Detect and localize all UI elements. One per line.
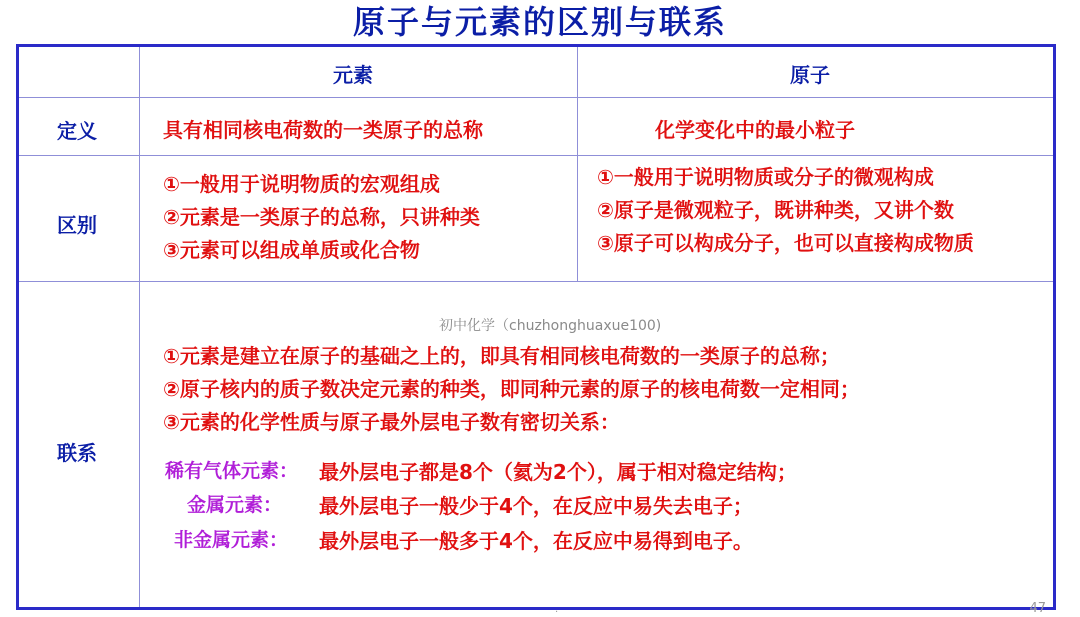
definition-element: 具有相同核电荷数的一类原子的总称 <box>163 118 483 142</box>
relation-points <box>163 340 860 439</box>
list-item: ③元素可以组成单质或化合物 <box>163 238 420 262</box>
row-label-definition: 定义 <box>57 119 97 143</box>
grid-line <box>577 47 578 281</box>
list-item: ②元素是一类原子的总称，只讲种类 <box>163 205 480 229</box>
category-noble-gas-desc: 最外层电子都是8个（氦为2个），属于相对稳定结构； <box>319 460 797 484</box>
comparison-table <box>16 44 1056 610</box>
header-element: 元素 <box>333 63 373 87</box>
list-item: ③元素的化学性质与原子最外层电子数有密切关系： <box>163 410 620 434</box>
definition-atom: 化学变化中的最小粒子 <box>655 118 855 142</box>
category-nonmetal: 非金属元素： <box>174 529 289 551</box>
grid-line <box>19 155 1053 156</box>
category-metal-desc: 最外层电子一般少于4个，在反应中易失去电子； <box>319 494 753 518</box>
list-item: ①一般用于说明物质或分子的微观构成 <box>597 165 934 189</box>
category-metal: 金属元素： <box>187 494 283 516</box>
category-nonmetal-desc: 最外层电子一般多于4个，在反应中易得到电子。 <box>319 529 753 553</box>
list-item: ①元素是建立在原子的基础之上的，即具有相同核电荷数的一类原子的总称； <box>163 344 840 368</box>
page-title: 原子与元素的区别与联系 <box>352 3 727 41</box>
difference-atom-list <box>597 161 974 260</box>
category-noble-gas: 稀有气体元素： <box>165 460 299 482</box>
grid-line <box>19 281 1053 282</box>
grid-line <box>19 97 1053 98</box>
footer-dot: . <box>555 604 559 615</box>
difference-element-list <box>163 168 480 267</box>
list-item: ①一般用于说明物质的宏观组成 <box>163 172 440 196</box>
list-item: ②原子核内的质子数决定元素的种类，即同种元素的原子的核电荷数一定相同； <box>163 377 860 401</box>
page-number: 47 <box>1029 601 1046 616</box>
header-atom: 原子 <box>790 63 830 87</box>
list-item: ②原子是微观粒子，既讲种类，又讲个数 <box>597 198 954 222</box>
grid-line <box>139 47 140 607</box>
row-label-relation: 联系 <box>57 441 97 465</box>
watermark: 初中化学（chuzhonghuaxue100) <box>439 318 662 334</box>
row-label-difference: 区别 <box>57 213 97 237</box>
list-item: ③原子可以构成分子，也可以直接构成物质 <box>597 231 974 255</box>
